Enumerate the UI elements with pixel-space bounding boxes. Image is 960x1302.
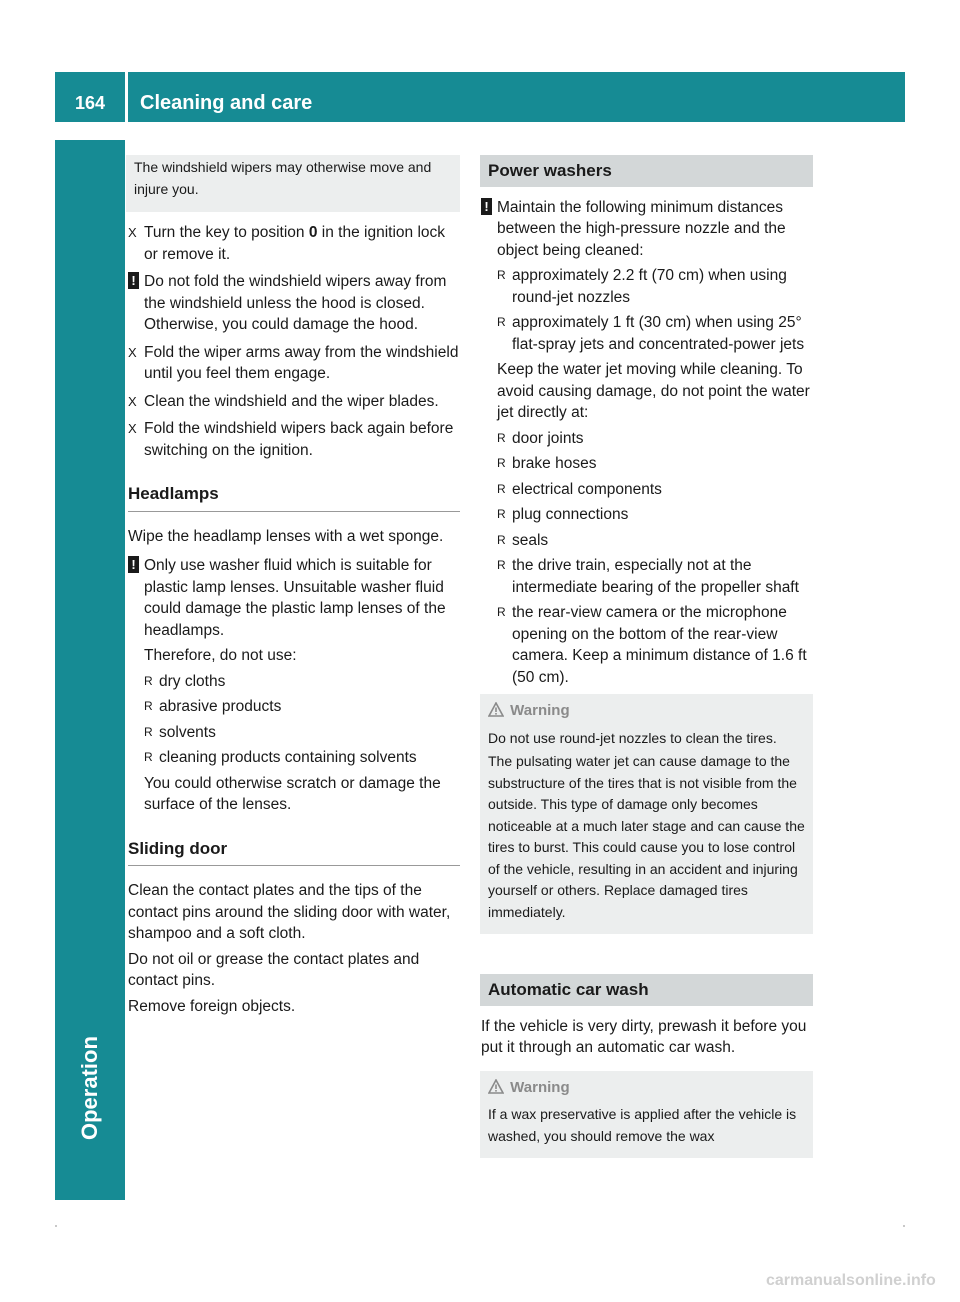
- warning-box: [480, 1071, 813, 1159]
- headlamps-text: Wipe the headlamp lenses with a wet sponge.: [128, 527, 444, 545]
- note-tail: You could otherwise scratch or damage the surface of the lenses.: [144, 774, 441, 813]
- section-heading-headlamps: Headlamps: [128, 483, 460, 512]
- note-list: [144, 671, 460, 769]
- warning-text-2: The pulsating water jet can cause damage to the substructure of the tires that is not visible from the outside. This type of damage only becomes noticeable at a much later stage and can cause the tires to burst. This could cause you to lose control of the vehicle, resulting in an accident and injuring yourself or others. Replace damaged tires immediately.: [488, 753, 805, 920]
- warning-heading: [488, 1077, 805, 1101]
- bullet-icon: R: [497, 507, 506, 521]
- warning-continued: [126, 155, 460, 212]
- warning-heading: [488, 700, 805, 724]
- warning-text-1: Do not use round-jet nozzles to clean the tires.: [488, 729, 777, 746]
- bullet-icon: R: [497, 605, 506, 619]
- side-tab: [55, 140, 125, 1200]
- bullet-icon: R: [497, 315, 506, 329]
- step-marker-icon: X: [128, 393, 137, 409]
- bullet-icon: R: [144, 750, 153, 764]
- bullet-icon: R: [497, 456, 506, 470]
- note-therefore: Therefore, do not use:: [144, 647, 297, 664]
- page-title: Cleaning and care: [140, 92, 313, 114]
- warning-text-1: If a wax preservative is applied after the vehicle is washed, you should remove the wax: [488, 1106, 797, 1144]
- step-marker-icon: X: [128, 421, 137, 436]
- exclamation-icon: !: [128, 272, 139, 289]
- list-item: R approximately 2.2 ft (70 cm) when using round-jet nozzles: [497, 267, 787, 306]
- list-item: R approximately 1 ft (30 cm) when using 25° flat-spray jets and concentrated-power jets: [497, 314, 805, 353]
- list-item: R the rear-view camera or the microphone opening on the bottom of the rear-view camera. Keep a minimum distance of 1.6 ft (50 cm).: [497, 604, 807, 686]
- list-item: R solvents: [144, 722, 460, 744]
- sliding-text-1: Clean the contact plates and the tips of the contact pins around the sliding door with water, shampoo and a soft cloth.: [128, 882, 451, 942]
- note-item: [128, 555, 460, 816]
- section-heading-sliding-door: Sliding door: [128, 838, 460, 867]
- sliding-text-3: Remove foreign objects.: [128, 997, 296, 1015]
- step-text: Fold the wiper arms away from the windshield until you feel them engage.: [144, 343, 459, 382]
- page-edge-mark: [55, 1225, 57, 1227]
- bullet-icon: R: [144, 724, 153, 739]
- step-marker-icon: X: [128, 225, 137, 240]
- exclamation-icon: !: [481, 198, 492, 215]
- step-item: [128, 391, 460, 413]
- bullet-icon: R: [144, 699, 153, 713]
- step-text-rest: in the ignition lock or remove it.: [144, 224, 446, 263]
- page-edge-mark: [903, 1225, 905, 1227]
- note-text: Maintain the following minimum distances between the high-pressure nozzle and the object being cleaned:: [497, 198, 786, 259]
- step-marker-icon: X: [128, 344, 137, 360]
- bullet-icon: R: [497, 268, 506, 282]
- step-item: [128, 222, 460, 265]
- side-tab-label: Operation: [77, 1036, 102, 1140]
- note-item: [481, 197, 813, 689]
- list-item: R door joints: [497, 428, 813, 450]
- warning-triangle-icon: [488, 1079, 506, 1101]
- step-text: Turn the key to position: [144, 224, 305, 241]
- list-item: R dry cloths: [144, 671, 460, 693]
- list-item: R the drive train, especially not at the intermediate bearing of the propeller shaft: [497, 557, 799, 596]
- list-item: R abrasive products: [144, 696, 460, 718]
- bullet-icon: R: [497, 481, 506, 496]
- bullet-icon: R: [497, 532, 506, 547]
- list-item: R seals: [497, 530, 813, 552]
- bullet-icon: R: [497, 430, 506, 445]
- warning-label: Warning: [510, 702, 570, 719]
- note-list: [497, 428, 813, 689]
- warning-triangle-icon: [488, 702, 506, 724]
- bullet-icon: R: [497, 558, 506, 572]
- list-item: R electrical components: [497, 479, 813, 501]
- step-key-position: 0: [308, 224, 318, 241]
- sliding-text-2: Do not oil or grease the contact plates and contact pins.: [128, 950, 420, 989]
- warning-continued-text: The windshield wipers may otherwise move and injure you.: [134, 159, 432, 197]
- section-heading-car-wash: Automatic car wash: [480, 974, 813, 1006]
- note-list: [497, 265, 813, 355]
- step-item: [128, 342, 460, 385]
- note-text-2: Keep the water jet moving while cleaning. To avoid causing damage, do not point the water jet directly at:: [497, 361, 810, 421]
- note-text: Only use washer fluid which is suitable for plastic lamp lenses. Unsuitable washer fluid could damage the plastic lamp lenses of the headlamps.: [144, 557, 446, 639]
- bullet-icon: R: [144, 673, 153, 688]
- car-wash-text: If the vehicle is very dirty, prewash it before you put it through an automatic car wash.: [481, 1017, 807, 1056]
- warning-box: [480, 694, 813, 934]
- list-item: R plug connections: [497, 504, 813, 526]
- step-text: Clean the windshield and the wiper blades.: [144, 392, 439, 410]
- list-item: R cleaning products containing solvents: [144, 747, 460, 769]
- header-separator: [125, 72, 128, 122]
- warning-label: Warning: [510, 1078, 570, 1096]
- step-item: [128, 418, 460, 461]
- page-number: 164: [74, 93, 106, 113]
- section-heading-power-washers: Power washers: [480, 155, 813, 187]
- note-text: Do not fold the windshield wipers away from the windshield unless the hood is closed. Otherwise, you could damage the hood.: [144, 273, 447, 333]
- step-text: Fold the windshield wipers back again before switching on the ignition.: [144, 420, 454, 459]
- exclamation-icon: !: [128, 556, 139, 573]
- left-column: [128, 155, 460, 1021]
- right-column: [481, 155, 813, 1168]
- watermark: carmanualsonline.info: [766, 1272, 936, 1289]
- note-item: [128, 271, 460, 336]
- list-item: R brake hoses: [497, 453, 813, 475]
